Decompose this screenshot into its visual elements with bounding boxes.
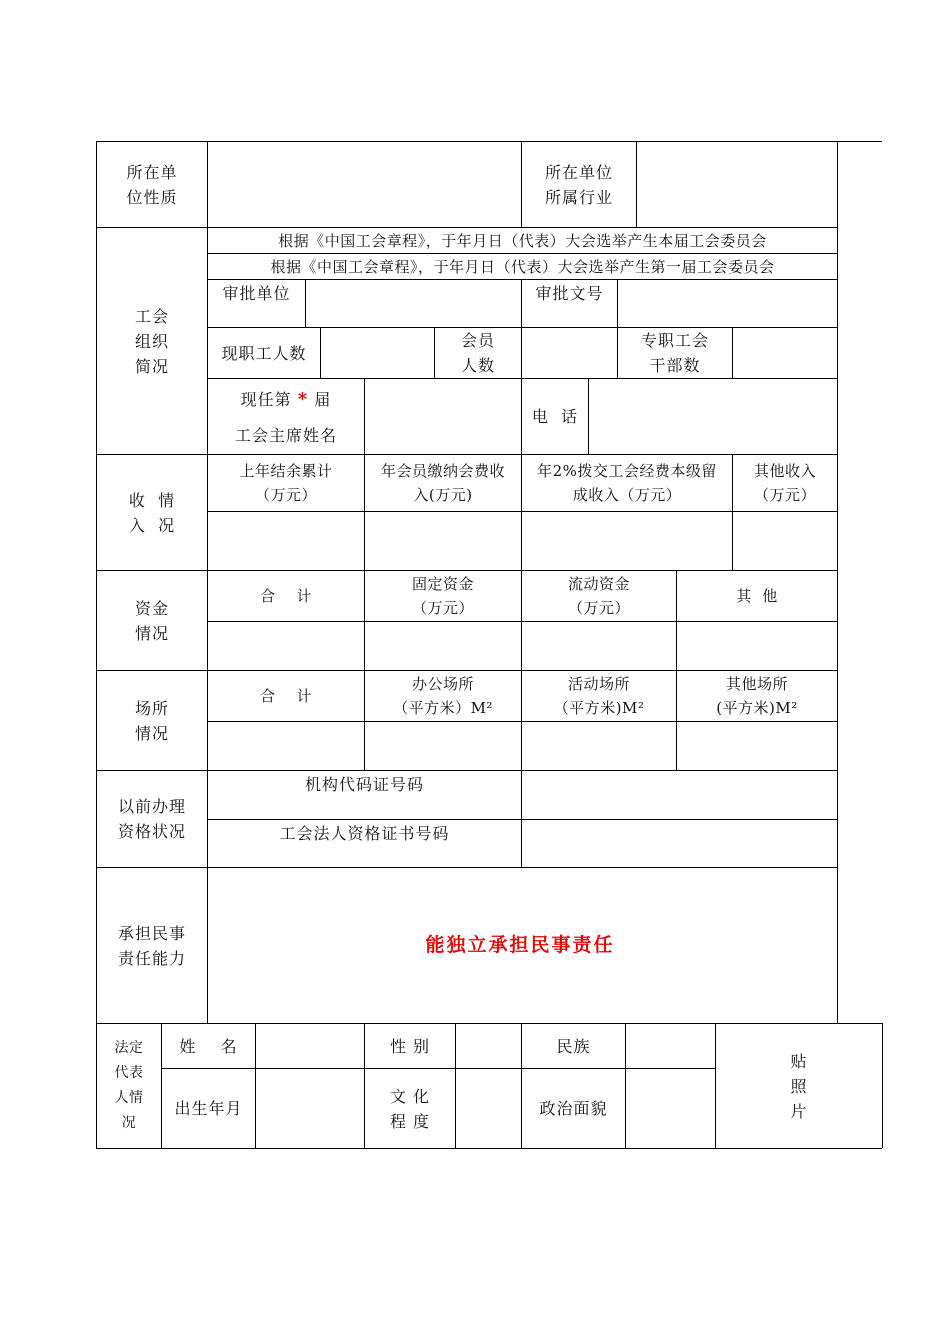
chair-name-field[interactable] <box>365 379 521 454</box>
previous-qualification-label: 以前办理 资格状况 <box>117 797 186 841</box>
education-field[interactable] <box>456 1069 521 1148</box>
approval-unit-field[interactable] <box>306 280 521 327</box>
current-staff-label: 现职工人数 <box>221 343 307 363</box>
premises-field-total[interactable] <box>208 722 364 770</box>
chair-label-suffix: 届 <box>314 390 332 409</box>
premises-field-office[interactable] <box>365 722 521 770</box>
income-header-member-dues: 年会员缴纳会费收 入(万元) <box>380 462 505 504</box>
current-staff-field[interactable] <box>321 328 434 378</box>
premises-field-other[interactable] <box>677 722 837 770</box>
union-cert-field[interactable] <box>522 820 837 867</box>
union-cert-label: 工会法人资格证书号码 <box>279 823 450 843</box>
income-header-other: 其他收入 （万元） <box>753 462 816 504</box>
chair-required-star: * <box>297 389 309 410</box>
chair-label-line1 <box>241 382 332 418</box>
members-field[interactable] <box>522 328 617 378</box>
phone-label: 电 话 <box>531 407 579 426</box>
grid-line <box>96 1148 882 1149</box>
premises-field-activity[interactable] <box>522 722 676 770</box>
premises-label: 场所 情况 <box>134 698 169 743</box>
civil-liability-value[interactable]: 能独立承担民事责任 <box>425 934 615 956</box>
approval-unit-label: 审批单位 <box>222 283 291 303</box>
org-code-field[interactable] <box>522 771 837 819</box>
income-field-member-dues[interactable] <box>365 512 521 570</box>
birth-label: 出生年月 <box>174 1099 243 1118</box>
chair-name-label <box>208 382 364 454</box>
premises-header-total: 合 计 <box>259 687 313 705</box>
union-overview-label: 工会 组织 简况 <box>134 306 169 376</box>
chair-label-prefix: 现任第 <box>240 390 292 409</box>
premises-header-activity: 活动场所 （平方米)M² <box>553 675 645 717</box>
funds-header-current: 流动资金 （万元） <box>567 575 630 617</box>
gender-label: 性 别 <box>389 1036 431 1056</box>
gender-field[interactable] <box>456 1024 521 1068</box>
unit-nature-label: 所在单 位性质 <box>126 162 178 207</box>
funds-field-fixed[interactable] <box>365 622 521 670</box>
grid-line <box>837 141 882 142</box>
chair-label-line2: 工会主席姓名 <box>234 426 337 445</box>
name-field[interactable] <box>256 1024 364 1068</box>
fulltime-cadres-field[interactable] <box>733 328 837 378</box>
income-header-funds-retained: 年2%拨交工会经费本级留 成收入（万元） <box>537 462 717 504</box>
premises-header-other: 其他场所 (平方米)M² <box>716 675 798 717</box>
income-header-prev-balance: 上年结余累计 （万元） <box>239 462 333 504</box>
approval-doc-field[interactable] <box>618 280 837 327</box>
funds-label: 资金 情况 <box>134 598 169 643</box>
grid-line <box>837 141 838 1023</box>
org-code-label: 机构代码证号码 <box>304 774 424 794</box>
ethnicity-field[interactable] <box>626 1024 715 1068</box>
unit-nature-field[interactable] <box>208 142 521 227</box>
funds-field-current[interactable] <box>522 622 676 670</box>
education-label: 文 化 程 度 <box>389 1086 431 1131</box>
funds-field-other[interactable] <box>677 622 837 670</box>
phone-field[interactable] <box>589 379 837 454</box>
political-label: 政治面貌 <box>539 1099 608 1118</box>
name-label: 姓 名 <box>179 1036 238 1056</box>
unit-industry-field[interactable] <box>637 142 837 227</box>
approval-doc-label: 审批文号 <box>535 283 604 303</box>
funds-header-fixed: 固定资金 （万元） <box>411 575 474 617</box>
premises-header-office: 办公场所 （平方米）M² <box>393 675 493 717</box>
birth-field[interactable] <box>256 1069 364 1148</box>
legal-rep-label: 法定 代表 人情 况 <box>114 1040 144 1131</box>
income-field-prev-balance[interactable] <box>208 512 364 570</box>
fulltime-cadres-label: 专职工会 干部数 <box>640 331 709 375</box>
income-field-other[interactable] <box>733 512 837 570</box>
election-line-2[interactable]: 根据《中国工会章程》，于年月日（代表）大会选举产生第一届工会委员会 <box>270 257 775 276</box>
funds-field-total[interactable] <box>208 622 364 670</box>
grid-line <box>882 1023 883 1148</box>
unit-industry-label: 所在单位 所属行业 <box>544 162 613 207</box>
photo-placeholder[interactable]: 贴 照 片 <box>790 1051 808 1121</box>
funds-header-total: 合 计 <box>259 587 313 605</box>
election-line-1[interactable]: 根据《中国工会章程》，于年月日（代表）大会选举产生本届工会委员会 <box>278 231 767 250</box>
income-field-funds-retained[interactable] <box>522 512 732 570</box>
ethnicity-label: 民族 <box>556 1036 591 1056</box>
income-label: 收 情 入 况 <box>128 490 176 535</box>
funds-header-other: 其 他 <box>736 587 778 605</box>
civil-liability-label: 承担民事 责任能力 <box>117 923 186 968</box>
members-label: 会员 人数 <box>460 331 495 375</box>
political-field[interactable] <box>626 1069 715 1148</box>
